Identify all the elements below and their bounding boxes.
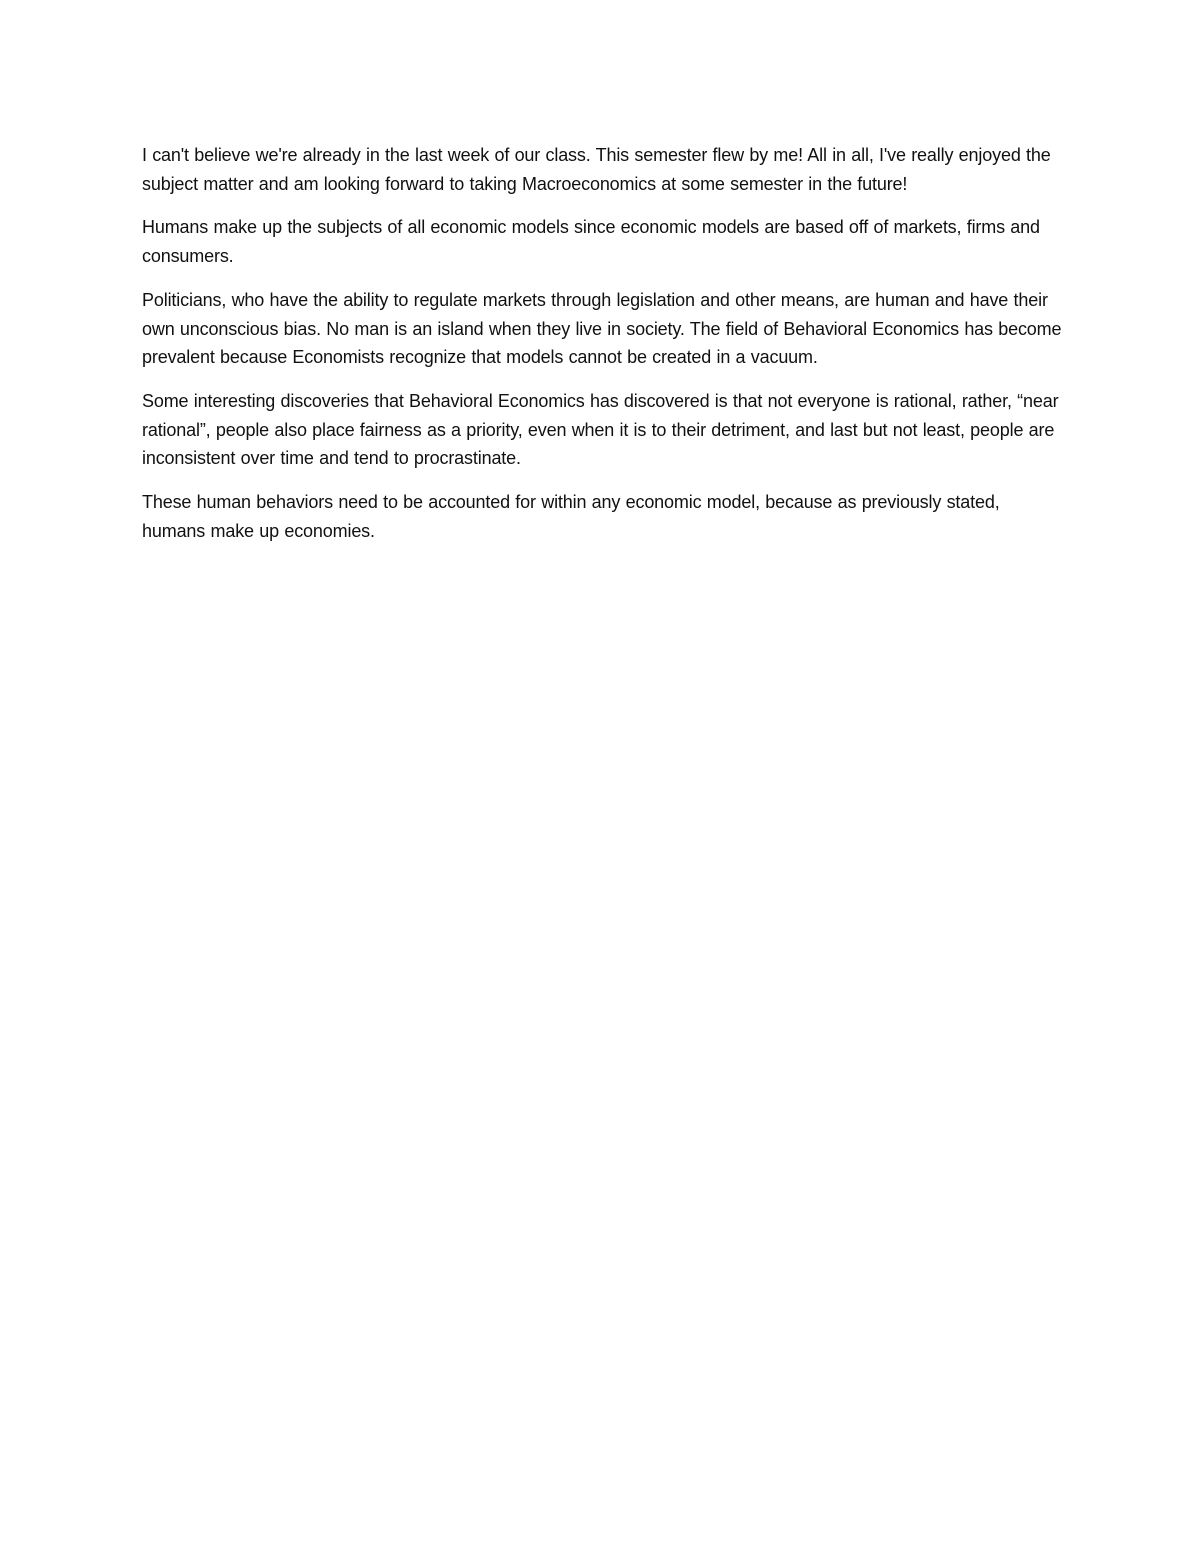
paragraph-conclusion: These human behaviors need to be accounted for within any economic model, because as previously stated, humans make up economies. [142,492,1000,541]
paragraph-discoveries: Some interesting discoveries that Behavioral Economics has discovered is that not everyone is rational, rather, “near rational”, people also place fairness as a priority, even when it is to their detriment, and last but not least, people are inconsistent over time and tend to procrastinate. [142,390,1059,469]
paragraph-humans-subjects: Humans make up the subjects of all economic models since economic models are based off of markets, firms and consumers. [142,217,1040,267]
paragraph-politicians: Politicians, who have the ability to regulate markets through legislation and other means, are human and have their own unconscious bias. No man is an island when they live in society. The field of Behavioral Economics has become prevalent because Economists recognize that models cannot be created in a vacuum. [142,289,1062,368]
document-body [142,141,1067,560]
paragraph-intro: I can't believe we're already in the last week of our class. This semester flew by me! All in all, I've really enjoyed the subject matter and am looking forward to taking Macroeconomics at some semester in the future! [142,145,1051,194]
